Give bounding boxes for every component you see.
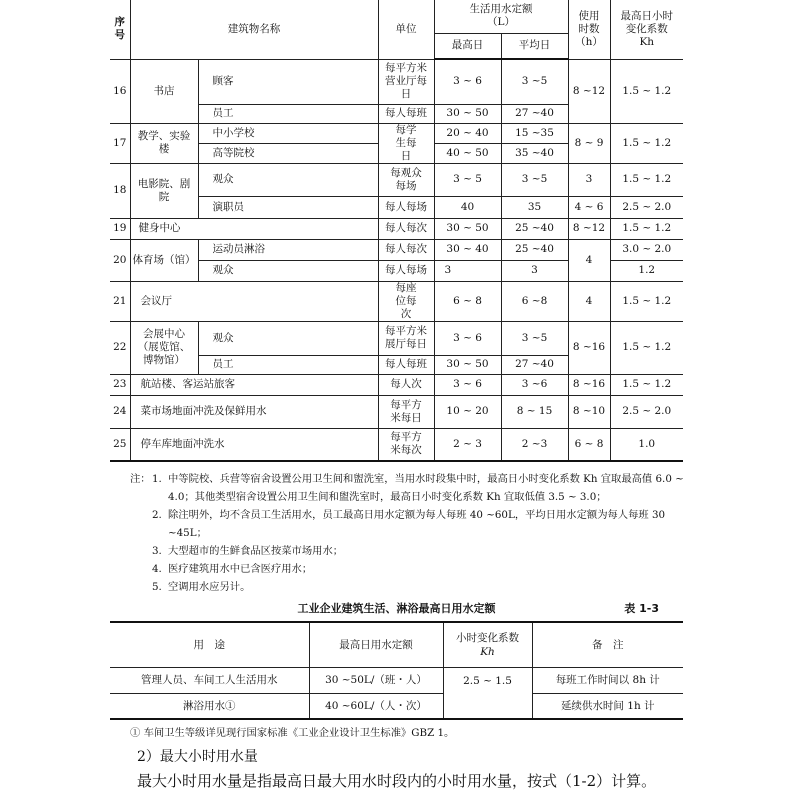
row-unit: 每人每场 xyxy=(378,260,434,281)
row-category: 停车库地面冲洗水 xyxy=(130,428,378,461)
table2-title: 工业企业建筑生活、淋浴最高日用水定额 xyxy=(297,602,496,615)
note-item xyxy=(130,560,690,578)
row-unit: 每人每次 xyxy=(378,218,434,239)
note-text: 除注明外，均不含员工生活用水，员工最高日用水定额为每人每班 40 ~60L，平均日用水定额为每人每班 30 ~45L； xyxy=(168,509,666,539)
row-subcategory: 演职员 xyxy=(198,196,378,218)
row-kh: 1.5 ~ 1.2 xyxy=(610,123,683,163)
row-avg: 15 ~35 xyxy=(501,123,568,143)
row-avg: 25 ~40 xyxy=(501,239,568,260)
row-hours: 8 ~12 xyxy=(568,218,610,239)
row-max: 10 ~ 20 xyxy=(434,395,501,428)
note-number: 2. xyxy=(152,509,162,521)
row-max: 2 ~ 3 xyxy=(434,428,501,461)
row-unit: 每人每次 xyxy=(378,239,434,260)
row-kh: 1.5 ~ 1.2 xyxy=(610,281,683,321)
row-max: 30 ~ 40 xyxy=(434,239,501,260)
row-kh: 2.5 ~ 2.0 xyxy=(610,196,683,218)
row-avg: 27 ~40 xyxy=(501,355,568,374)
note-item xyxy=(130,506,690,542)
row-subcategory: 高等院校 xyxy=(198,143,378,163)
header-no: 序号 xyxy=(110,0,130,59)
row-unit: 每人每班 xyxy=(378,355,434,374)
row-hours: 3 xyxy=(568,163,610,196)
t2-header-quota: 最高日用水定额 xyxy=(309,622,443,667)
row-avg: 27 ~40 xyxy=(501,104,568,123)
row-max: 6 ~ 8 xyxy=(434,281,501,321)
row-category: 航站楼、客运站旅客 xyxy=(130,374,378,395)
note-number: 4. xyxy=(152,563,162,575)
header-quota-unit: （L） xyxy=(487,16,515,29)
t2-header-kh xyxy=(443,622,532,667)
row-category: 菜市场地面冲洗及保鲜用水 xyxy=(130,395,378,428)
row-no: 21 xyxy=(110,281,130,321)
row-no: 16 xyxy=(110,59,130,123)
row-subcategory: 运动员淋浴 xyxy=(198,239,378,260)
row-avg: 25 ~40 xyxy=(501,218,568,239)
row-category: 健身中心 xyxy=(130,218,378,239)
row-no: 22 xyxy=(110,321,130,374)
row-unit: 每人次 xyxy=(378,374,434,395)
row-avg: 8 ~ 15 xyxy=(501,395,568,428)
row-max: 40 ~ 50 xyxy=(434,143,501,163)
row-avg: 3 ~5 xyxy=(501,163,568,196)
header-quota xyxy=(434,0,568,33)
row-no: 23 xyxy=(110,374,130,395)
row-kh: 2.5 ~ 2.0 xyxy=(610,395,683,428)
row-max: 3 ~ 5 xyxy=(434,163,501,196)
note-item xyxy=(130,578,690,596)
row-unit: 每座位每次 xyxy=(378,281,434,321)
t2-header-note: 备 注 xyxy=(532,622,683,667)
header-hours-label: 使用时数 xyxy=(578,9,600,35)
row-kh: 1.0 xyxy=(610,428,683,461)
industrial-water-quota-table xyxy=(110,621,683,720)
row-hours: 4 xyxy=(568,239,610,281)
row-subcategory: 员工 xyxy=(198,104,378,123)
t2-row-kh: 2.5 ~ 1.5 xyxy=(443,667,532,719)
row-subcategory: 观众 xyxy=(198,163,378,196)
note-number: 3. xyxy=(152,545,162,557)
section-subheading: 2）最大小时用水量 xyxy=(137,749,258,765)
table2-footnote: ① 车间卫生等级详见现行国家标准《工业企业设计卫生标准》GBZ 1。 xyxy=(130,727,455,739)
row-max: 3 xyxy=(434,260,501,281)
note-number: 1. xyxy=(152,473,162,485)
header-kh: 最高日小时变化系数 Kh xyxy=(610,0,683,59)
row-max: 30 ~ 50 xyxy=(434,355,501,374)
row-hours: 8 ~16 xyxy=(568,321,610,374)
row-unit: 每人每班 xyxy=(378,104,434,123)
body-paragraph: 最大小时用水量是指最高日最大用水时段内的小时用水量，按式（1-2）计算。 xyxy=(137,772,657,790)
row-kh: 3.0 ~ 2.0 xyxy=(610,239,683,260)
row-category: 会展中心（展览馆、博物馆） xyxy=(130,321,198,374)
row-max: 40 xyxy=(434,196,501,218)
row-subcategory: 员工 xyxy=(198,355,378,374)
row-avg: 35 xyxy=(501,196,568,218)
row-kh: 1.2 xyxy=(610,260,683,281)
row-subcategory: 观众 xyxy=(198,260,378,281)
row-hours: 4 ~ 6 xyxy=(568,196,610,218)
note-number: 5. xyxy=(152,581,162,593)
row-category: 教学、实验楼 xyxy=(130,123,198,163)
water-quota-table xyxy=(110,0,683,462)
row-no: 20 xyxy=(110,239,130,281)
row-avg: 6 ~8 xyxy=(501,281,568,321)
row-max: 20 ~ 40 xyxy=(434,123,501,143)
t2-header-use: 用 途 xyxy=(110,622,309,667)
note-prefix: 注： xyxy=(130,473,151,485)
row-avg: 3 ~5 xyxy=(501,59,568,104)
row-hours: 4 xyxy=(568,281,610,321)
row-kh: 1.5 ~ 1.2 xyxy=(610,321,683,374)
t2-row-quota: 40 ~60L/（人・次） xyxy=(309,693,443,719)
header-max-day: 最高日 xyxy=(434,33,501,59)
header-hours-unit: （h） xyxy=(575,35,603,48)
row-avg: 2 ~3 xyxy=(501,428,568,461)
row-unit: 每人每场 xyxy=(378,196,434,218)
row-unit: 每学生每日 xyxy=(378,123,434,163)
row-max: 30 ~ 50 xyxy=(434,218,501,239)
t2-row-quota: 30 ~50L/（班・人） xyxy=(309,667,443,693)
row-unit: 每平方米每次 xyxy=(378,428,434,461)
row-max: 3 ~ 6 xyxy=(434,374,501,395)
header-name: 建筑物名称 xyxy=(130,0,378,59)
note-text: 医疗建筑用水中已含医疗用水； xyxy=(168,563,313,575)
t2-row-note: 每班工作时间以 8h 计 xyxy=(532,667,683,693)
row-category: 体育场（馆） xyxy=(130,239,198,281)
header-hours xyxy=(568,0,610,59)
note-item xyxy=(130,542,690,560)
table-notes xyxy=(130,470,690,596)
row-max: 3 ~ 6 xyxy=(434,59,501,104)
row-unit: 每平方米展厅每日 xyxy=(378,321,434,355)
row-hours: 8 ~10 xyxy=(568,395,610,428)
header-unit: 单位 xyxy=(378,0,434,59)
t2-header-kh-symbol: Kh xyxy=(480,645,495,658)
header-avg-day: 平均日 xyxy=(501,33,568,59)
note-text: 空调用水应另计。 xyxy=(168,581,251,593)
row-max: 3 ~ 6 xyxy=(434,321,501,355)
row-unit: 每平方米营业厅每日 xyxy=(378,59,434,104)
t2-row-note: 延续供水时间 1h 计 xyxy=(532,693,683,719)
row-kh: 1.5 ~ 1.2 xyxy=(610,59,683,123)
row-no: 19 xyxy=(110,218,130,239)
table2-label: 表 1-3 xyxy=(624,602,659,615)
row-avg: 3 xyxy=(501,260,568,281)
row-max: 30 ~ 50 xyxy=(434,104,501,123)
row-avg: 35 ~40 xyxy=(501,143,568,163)
t2-row-use: 管理人员、车间工人生活用水 xyxy=(110,667,309,693)
row-no: 25 xyxy=(110,428,130,461)
row-kh: 1.5 ~ 1.2 xyxy=(610,218,683,239)
row-no: 17 xyxy=(110,123,130,163)
row-kh: 1.5 ~ 1.2 xyxy=(610,374,683,395)
row-category: 电影院、剧院 xyxy=(130,163,198,218)
row-kh: 1.5 ~ 1.2 xyxy=(610,163,683,196)
t2-header-kh-label: 小时变化系数 xyxy=(456,631,519,644)
row-category: 书店 xyxy=(130,59,198,123)
row-subcategory: 顾客 xyxy=(198,59,378,104)
row-unit: 每平方米每日 xyxy=(378,395,434,428)
row-hours: 6 ~ 8 xyxy=(568,428,610,461)
note-text: 大型超市的生鲜食品区按菜市场用水； xyxy=(168,545,344,557)
row-unit: 每观众每场 xyxy=(378,163,434,196)
row-category: 会议厅 xyxy=(130,281,378,321)
row-no: 24 xyxy=(110,395,130,428)
row-avg: 3 ~5 xyxy=(501,321,568,355)
row-avg: 3 ~6 xyxy=(501,374,568,395)
row-subcategory: 观众 xyxy=(198,321,378,355)
row-no: 18 xyxy=(110,163,130,218)
row-hours: 8 ~ 9 xyxy=(568,123,610,163)
note-item xyxy=(130,470,690,506)
t2-row-use: 淋浴用水① xyxy=(110,693,309,719)
row-hours: 8 ~12 xyxy=(568,59,610,123)
row-subcategory: 中小学校 xyxy=(198,123,378,143)
note-text: 中等院校、兵营等宿舍设置公用卫生间和盥洗室，当用水时段集中时，最高日小时变化系数 Kh 宜取最高值 6.0 ~ 4.0；其他类型宿舍设置公用卫生间和盥洗室时，最高日小时变化系数 Kh 宜取低值 3.5 ~ 3.0； xyxy=(168,473,684,503)
header-quota-label: 生活用水定额 xyxy=(469,3,533,16)
row-hours: 8 ~16 xyxy=(568,374,610,395)
